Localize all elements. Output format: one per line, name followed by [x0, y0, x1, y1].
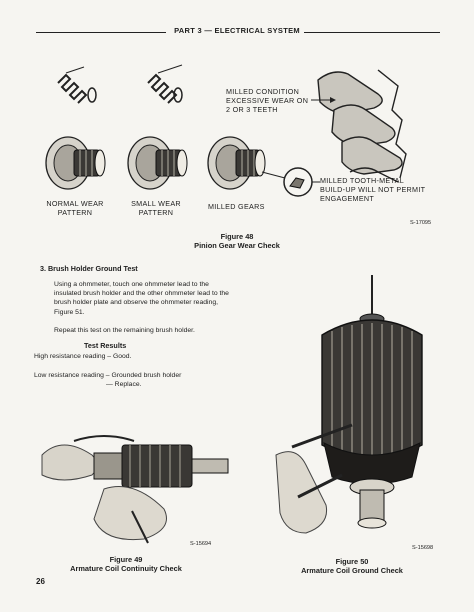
spring-middle: [148, 65, 182, 103]
gear-small-wear: [128, 137, 187, 189]
figure49-caption: Armature Coil Continuity Check: [70, 564, 182, 573]
section-para2: Repeat this test on the remaining brush holder.: [54, 327, 195, 334]
figure48-number: Figure 48: [220, 232, 254, 241]
gear-teeth-closeup: [318, 70, 406, 182]
figure49-code: S-15694: [190, 541, 212, 547]
spring-left: [58, 67, 86, 103]
figure48-code: S-17095: [410, 220, 432, 226]
figure50-caption: Armature Coil Ground Check: [301, 566, 403, 575]
page-number: 26: [36, 577, 45, 586]
gear-milled: [208, 137, 265, 189]
continuity-check-photo: [34, 415, 234, 545]
section-para1: Using a ohmmeter, touch one ohmmeter lead to the insulated brush holder and the other ohmmeter lead to the brush holder plate and observe the ohmmeter reading, Figure 51.: [54, 281, 229, 316]
page-header: PART 3 — ELECTRICAL SYSTEM: [0, 26, 474, 35]
label-small-wear: SMALL WEAR PATTERN: [131, 199, 181, 217]
result-high: High resistance reading – Good.: [34, 353, 132, 360]
armature-photo: [262, 275, 462, 545]
result-low: Low resistance reading – Grounded brush holder: [34, 372, 182, 379]
label-milled-tooth-metal: MILLED TOOTH-METAL BUILD-UP WILL NOT PERMIT ENGAGEMENT: [320, 176, 426, 203]
result-low-replace: — Replace.: [106, 381, 142, 388]
figure50-number: Figure 50: [335, 557, 369, 566]
label-normal-wear: NORMAL WEAR PATTERN: [46, 199, 104, 217]
figure49-number: Figure 49: [109, 555, 143, 564]
label-milled-condition: MILLED CONDITION EXCESSIVE WEAR ON 2 OR 3 TEETH: [226, 87, 309, 114]
gear-normal-wear: [46, 137, 105, 189]
label-milled-gears: MILLED GEARS: [208, 202, 265, 211]
figure50-code: S-15698: [412, 545, 434, 551]
washer-left: [88, 88, 96, 102]
section-heading: 3. Brush Holder Ground Test: [40, 264, 138, 273]
figure48-caption: Pinion Gear Wear Check: [194, 241, 280, 250]
test-results-heading: Test Results: [84, 341, 127, 350]
